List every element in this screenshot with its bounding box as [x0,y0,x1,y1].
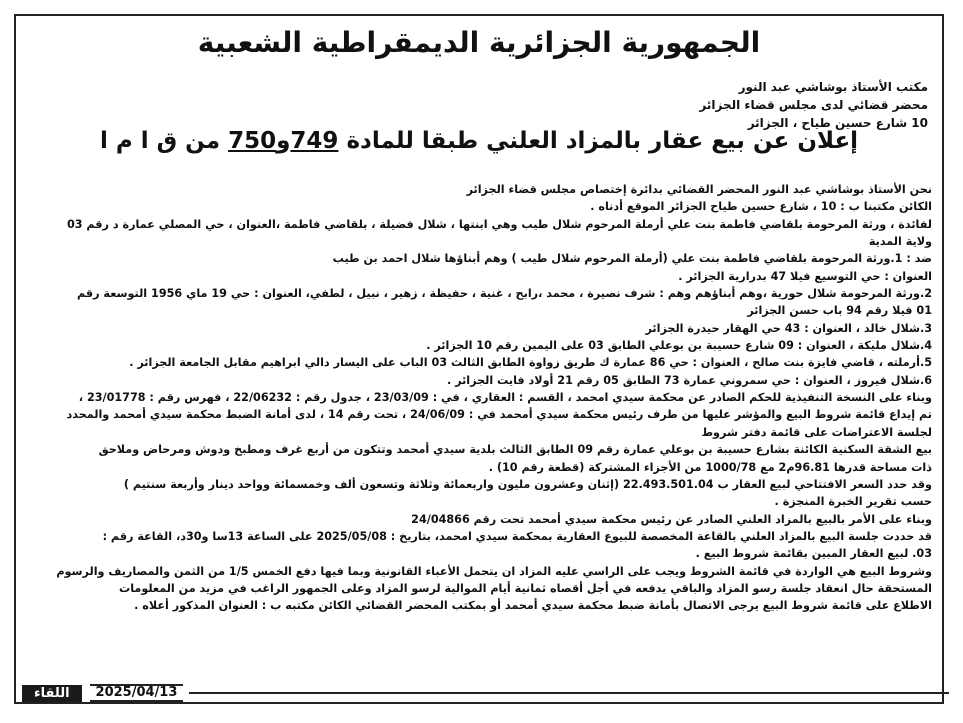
body-line: وقد حدد السعر الافتتاحي لبيع العقار ب 22.493.501.04 (إثنان وعشرون مليون واربعمائة وثلاثة وتسعون ألف وخمسمائة وواحد دينار وأربعة سنتيم ) [123,477,932,491]
heading-and: و [276,128,291,154]
body-line: الكائن مكتبنا ب : 10 ، شارع حسين طياح الجزائر الموقع أدناه . [590,200,932,214]
body-line: وبناء على النسخة التنفيذية للحكم الصادر عن محكمة سيدي امحمد ، القسم : العقاري ، في : 23/03/09 ، جدول رقم : 22/06232 ، فهرس رقم : 23/01778 ، [78,391,932,405]
body-line: قد حددت جلسة البيع بالمزاد العلني بالقاعة المخصصة للبيوع العقارية بمحكمة سيدي امحمد، بتاريخ : 2025/05/08 على الساعة 13سا و30د، القاعة رقم : [102,529,932,543]
footer-divider [189,692,949,694]
auction-heading [16,128,942,154]
body-line: تم إيداع قائمة شروط البيع والمؤشر عليها من طرف رئيس محكمة سيدي أمحمد في : 24/06/09 ، تحت رقم 14 ، لدى أمانة الضبط محكمة سيدي أمحمد والمحدد [66,408,932,422]
body-line: حسب تقرير الخبرة المنجزة . [774,495,932,509]
heading-suffix: من ق ا م ا [99,128,229,154]
article-number: 750 [228,128,277,154]
body-line: 3.شلال خالد ، العنوان : 43 حي الهقار حيدرة الجزائر [645,321,932,335]
body-line: ذات مساحة قدرها 96.81م2 مع 1000/78 من الأجزاء المشتركة (قطعة رقم 10) . [488,460,932,474]
body-line: بيع الشقة السكنية الكائنة بشارع حسيبة بن بوعلي عمارة رقم 09 الطابق الثالث بلدية سيدي أمحمد وتتكون من أربع غرف ومطبخ ودوش ومرحاض وملاحق [98,443,932,457]
body-line: وشروط البيع هي الواردة في قائمة الشروط ويجب على الراسي عليه المزاد ان يتحمل الأعباء القانونية وبما فيها دفع الخمس 1/5 من الثمن والمصاريف والرسوم [56,564,932,578]
body-line: وبناء على الأمر بالبيع بالمزاد العلني الصادر عن رئيس محكمة سيدي أمحمد تحت رقم 24/04866 [411,512,932,526]
publication-footer [22,684,949,702]
office-line: محضر قضائي لدى مجلس قضاء الجزائر [699,98,928,112]
article-number: 749 [290,128,339,154]
body-line: 01 فيلا رقم 94 باب حسن الجزائر [747,304,932,318]
body-line: لفائدة ، ورثة المرحومة بلقاضي فاطمة بنت علي أرملة المرحوم شلال طيب وهي ابنتها ، شلال فضيلة ، بلقاضي فاطمة ،العنوان ، حي المصلي عمارة د رقم 03 [66,217,932,231]
body-line: 5.أرملته ، قاضي فايزة بنت صالح ، العنوان : حي 86 عمارة ك طريق زواوة الطابق الثالث 03 الباب على اليسار دالي ابراهيم مقابل الجامعة الجزائر . [129,356,932,370]
publication-date: 2025/04/13 [90,684,184,702]
office-line: مكتب الأستاذ بوشاشي عبد النور [738,80,928,94]
heading-prefix: إعلان عن بيع عقار بالمزاد العلني طبقا للمادة [338,128,859,154]
office-line: 10 شارع حسين طياح ، الجزائر [747,116,928,130]
body-line: المستحقة حال انعقاد جلسة رسو المزاد والباقي يدفعه في أجل أقصاه ثمانية أيام الموالية لرسو المزاد وعلى الجمهور الراغب في مزيد من المعلومات [118,581,932,595]
body-line: الاطلاع على قائمة شروط البيع يرجى الاتصال بأمانة ضبط محكمة سيدي أمحمد أو بمكتب المحضر القضائي الكائن مكتبه ب : العنوان المذكور أعلاه . [134,599,932,613]
bailiff-office-block [699,78,928,132]
notice-frame [14,14,944,704]
republic-title: الجمهورية الجزائرية الديمقراطية الشعبية [197,26,761,59]
body-line: 6.شلال فيروز ، العنوان : حي سمروني عمارة 73 الطابق 05 رقم 21 أولاد فايت الجزائر . [446,373,932,387]
newspaper-name: اللقاء [22,685,82,702]
body-line: 03. لبيع العقار المبين بقائمة شروط البيع . [695,547,932,561]
body-line: نحن الأستاذ بوشاشي عبد النور المحضر القضائي بدائرة إختصاص مجلس قضاء الجزائر [466,183,932,196]
body-line: ضد : 1.ورثة المرحومة بلقاضي فاطمة بنت علي (أرملة المرحوم شلال طيب ) وهم أبناؤها شلال احمد بن طيب [332,252,932,266]
body-line: 4.شلال مليكة ، العنوان : 09 شارع حسيبة بن بوعلي الطابق 03 على اليمين رقم 10 الجزائر . [426,339,932,353]
notice-body [26,181,932,615]
body-line: العنوان : حي التوسيع فيلا 47 بدرارية الجزائر . [678,269,932,283]
body-line: ولاية المدية [868,235,932,249]
body-line: 2.ورثة المرحومة شلال حورية ،وهم أبناؤهم وهم : شرف نصيرة ، محمد ،رابح ، غنية ، حفيظة ، زهير ، نبيل ، لطفي، العنوان : حي 19 ماي 1956 التوسعة رقم [76,287,932,301]
body-line: لجلسة الاعتراضات على قائمة دفتر شروط [701,425,932,439]
